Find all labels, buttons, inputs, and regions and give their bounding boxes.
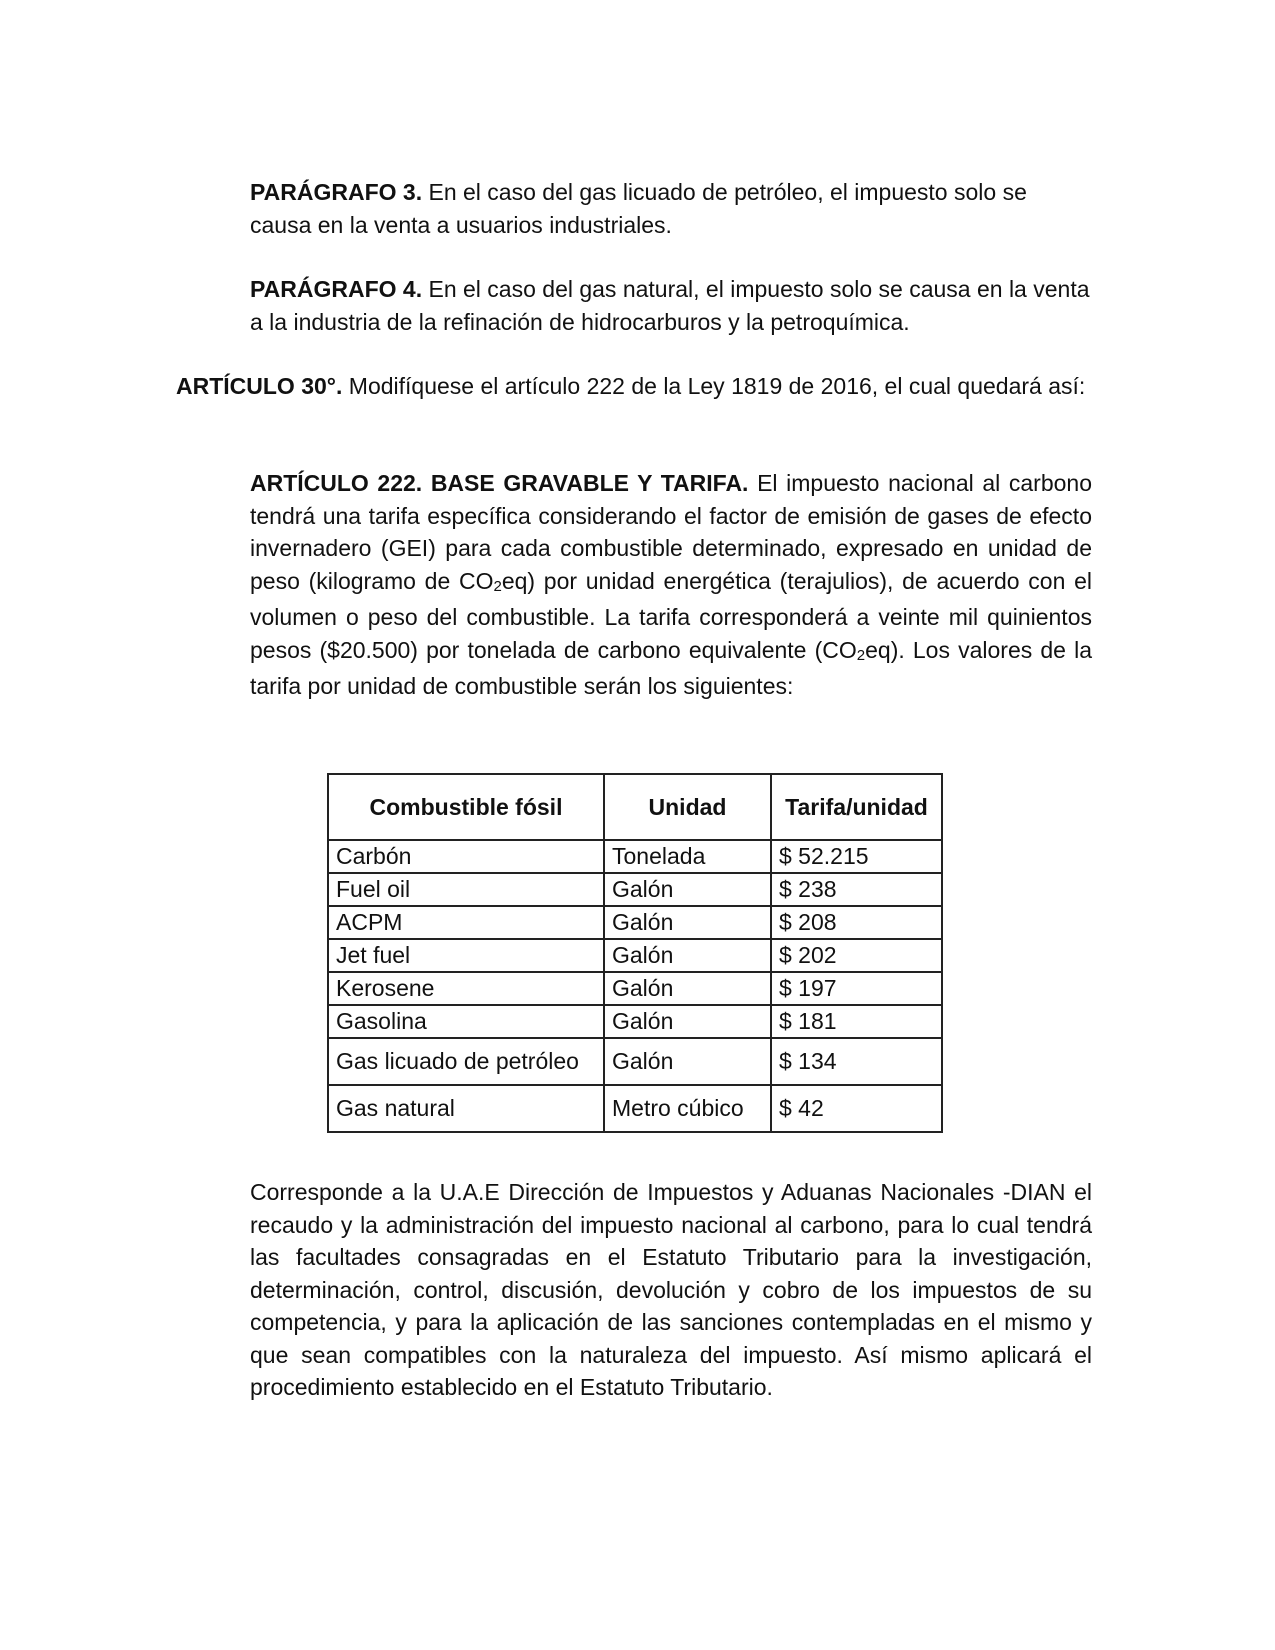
articulo-222-text-b: eq) por unidad energética (terajulios), de acuerdo con el volumen o peso del combustible. La tarifa corresponderá a veinte mil quinientos pesos ($20.500) por tonelada de carbono equivalente (CO: [250, 567, 1092, 663]
articulo-30-text: Modifíquese el artículo 222 de la Ley 1819 de 2016, el cual quedará así:: [342, 373, 1086, 399]
articulo-222: [250, 467, 1092, 703]
paragrafo-4-text: En el caso del gas natural, el impuesto solo se causa en la venta a la industria de la refinación de hidrocarburos y la petroquímica.: [250, 276, 1090, 335]
table-row: [328, 873, 942, 906]
header-combustible: Combustible fósil: [328, 774, 604, 840]
tarifa-table: [327, 773, 943, 1133]
paragrafo-3-text: En el caso del gas licuado de petróleo, el impuesto solo se causa en la venta a usuarios industriales.: [250, 179, 1027, 238]
table-row: [328, 906, 942, 939]
articulo-30: [176, 370, 1092, 403]
cell-tarifa: $ 197: [771, 972, 942, 1005]
co2-subscript-2: 2: [856, 646, 866, 664]
cell-unidad: Metro cúbico: [604, 1085, 771, 1132]
cell-tarifa: $ 208: [771, 906, 942, 939]
cell-unidad: Galón: [604, 939, 771, 972]
header-unidad: Unidad: [604, 774, 771, 840]
cell-unidad: Galón: [604, 972, 771, 1005]
articulo-222-text-a: El impuesto nacional al carbono tendrá una tarifa específica considerando el factor de emisión de gases de efecto invernadero (GEI) para cada combustible determinado, expresado en unidad de peso (kilogramo de CO: [250, 470, 1093, 594]
cell-unidad: Tonelada: [604, 840, 771, 873]
table-row: [328, 939, 942, 972]
cell-tarifa: $ 181: [771, 1005, 942, 1038]
cell-combustible: Gasolina: [328, 1005, 604, 1038]
articulo-222-text-c: eq). Los valores de la tarifa por unidad de combustible serán los siguientes:: [250, 636, 1092, 699]
cell-tarifa: $ 238: [771, 873, 942, 906]
cell-unidad: Galón: [604, 873, 771, 906]
closing-text: Corresponde a la U.A.E Dirección de Impuestos y Aduanas Nacionales -DIAN el recaudo y la administración del impuesto nacional al carbono, para lo cual tendrá las facultades consagradas en el Estatuto Tributario para la investigación, determinación, control, discusión, devolución y cobro de los impuestos de su competencia, y para la aplicación de las sanciones contempladas en el mismo y que sean compatibles con la naturaleza del impuesto. Así mismo aplicará el procedimiento establecido en el Estatuto Tributario.: [250, 1179, 1092, 1400]
co2-subscript-1: 2: [493, 577, 502, 595]
cell-combustible: Kerosene: [328, 972, 604, 1005]
table-row: [328, 972, 942, 1005]
table-row: [328, 840, 942, 873]
articulo-30-label: ARTÍCULO 30°.: [176, 373, 343, 399]
cell-tarifa: $ 202: [771, 939, 942, 972]
cell-combustible: Gas licuado de petróleo: [328, 1038, 604, 1085]
cell-combustible: ACPM: [328, 906, 604, 939]
header-tarifa: Tarifa/unidad: [771, 774, 942, 840]
paragrafo-3: [250, 176, 1092, 241]
table-row: [328, 1005, 942, 1038]
paragrafo-3-label: PARÁGRAFO 3.: [250, 179, 423, 205]
cell-combustible: Jet fuel: [328, 939, 604, 972]
closing-paragraph: [250, 1176, 1092, 1404]
cell-combustible: Fuel oil: [328, 873, 604, 906]
cell-unidad: Galón: [604, 1005, 771, 1038]
cell-tarifa: $ 52.215: [771, 840, 942, 873]
paragrafo-4: [250, 273, 1092, 338]
table-row: [328, 1085, 942, 1132]
table-row: [328, 1038, 942, 1085]
cell-combustible: Gas natural: [328, 1085, 604, 1132]
cell-tarifa: $ 42: [771, 1085, 942, 1132]
paragrafo-4-label: PARÁGRAFO 4.: [250, 276, 423, 302]
cell-combustible: Carbón: [328, 840, 604, 873]
cell-unidad: Galón: [604, 906, 771, 939]
table-header-row: [328, 774, 942, 840]
cell-tarifa: $ 134: [771, 1038, 942, 1085]
cell-unidad: Galón: [604, 1038, 771, 1085]
articulo-222-label: ARTÍCULO 222. BASE GRAVABLE Y TARIFA.: [250, 470, 749, 496]
